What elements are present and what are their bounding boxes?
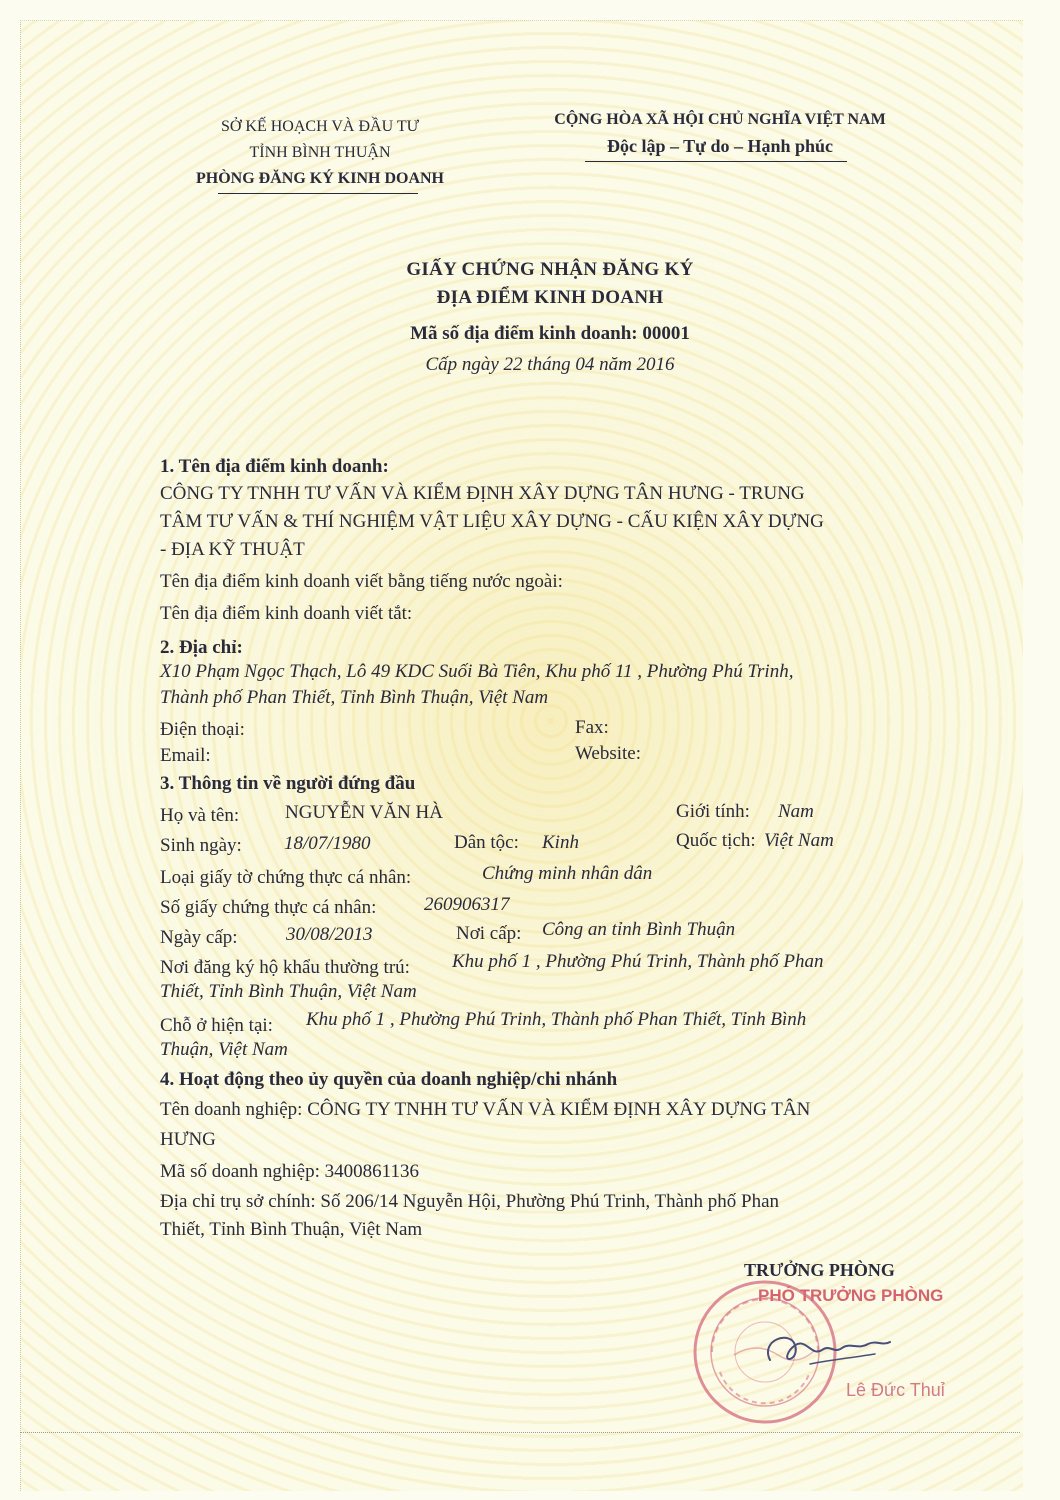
bottom-border bbox=[20, 1432, 1020, 1433]
header-office: PHÒNG ĐĂNG KÝ KINH DOANH bbox=[196, 170, 444, 187]
document-title-line2: ĐỊA ĐIỂM KINH DOANH bbox=[436, 287, 664, 308]
header-right-underline bbox=[585, 161, 847, 162]
location-name-line1: CÔNG TY TNHH TƯ VẤN VÀ KIỂM ĐỊNH XÂY DỰNG TÂN HƯNG - TRUNG bbox=[160, 483, 805, 504]
section2-heading: 2. Địa chỉ: bbox=[160, 637, 243, 658]
deputy-stamp: PHÓ TRƯỞNG PHÒNG bbox=[758, 1286, 944, 1305]
permanent-residence-line2: Thiết, Tỉnh Bình Thuận, Việt Nam bbox=[160, 981, 417, 1002]
permanent-residence-line1: Khu phố 1 , Phường Phú Trinh, Thành phố Phan bbox=[452, 951, 824, 972]
gender-value: Nam bbox=[778, 801, 814, 822]
id-number-label: Số giấy chứng thực cá nhân: bbox=[160, 897, 377, 918]
permanent-residence-label: Nơi đăng ký hộ khẩu thường trú: bbox=[160, 957, 410, 978]
company-name-line2: HƯNG bbox=[160, 1129, 216, 1150]
signature-title: TRƯỞNG PHÒNG bbox=[744, 1260, 895, 1280]
abbr-name-label: Tên địa điểm kinh doanh viết tắt: bbox=[160, 603, 413, 624]
email-label: Email: bbox=[160, 745, 211, 766]
id-issue-date-label: Ngày cấp: bbox=[160, 927, 238, 948]
document-title-line1: GIẤY CHỨNG NHẬN ĐĂNG KÝ bbox=[406, 259, 694, 280]
gender-label: Giới tính: bbox=[676, 801, 750, 822]
section4-heading: 4. Hoạt động theo ủy quyền của doanh nghiệp/chi nhánh bbox=[160, 1069, 618, 1090]
header-country: CỘNG HÒA XÃ HỘI CHỦ NGHĨA VIỆT NAM bbox=[554, 111, 886, 128]
nationality-value: Việt Nam bbox=[764, 830, 834, 851]
hq-address-line1: Địa chỉ trụ sở chính: Số 206/14 Nguyễn Hội, Phường Phú Trinh, Thành phố Phan bbox=[160, 1191, 780, 1212]
location-name-line3: - ĐỊA KỸ THUẬT bbox=[160, 539, 305, 560]
website-label: Website: bbox=[575, 743, 642, 764]
id-number-value: 260906317 bbox=[424, 894, 510, 915]
tax-code: Mã số doanh nghiệp: 3400861136 bbox=[160, 1161, 419, 1182]
id-issue-place-label: Nơi cấp: bbox=[456, 923, 522, 944]
address-line2: Thành phố Phan Thiết, Tỉnh Bình Thuận, Việt Nam bbox=[160, 687, 549, 708]
company-name-line1: Tên doanh nghiệp: CÔNG TY TNHH TƯ VẤN VÀ KIỂM ĐỊNH XÂY DỰNG TÂN bbox=[160, 1099, 811, 1120]
id-type-value: Chứng minh nhân dân bbox=[482, 863, 653, 884]
signer-name: Lê Đức Thuỉ bbox=[846, 1380, 945, 1400]
handwritten-signature bbox=[750, 1320, 900, 1380]
issue-date: Cấp ngày 22 tháng 04 năm 2016 bbox=[425, 354, 675, 375]
hq-address-line2: Thiết, Tỉnh Bình Thuận, Việt Nam bbox=[160, 1219, 423, 1240]
header-province: TỈNH BÌNH THUẬN bbox=[249, 144, 391, 161]
location-code: Mã số địa điểm kinh doanh: 00001 bbox=[410, 323, 690, 344]
current-residence-line1: Khu phố 1 , Phường Phú Trinh, Thành phố Phan Thiết, Tỉnh Bình bbox=[306, 1009, 807, 1030]
dob-value: 18/07/1980 bbox=[284, 833, 371, 854]
phone-label: Điện thoại: bbox=[160, 719, 245, 740]
section3-heading: 3. Thông tin về người đứng đầu bbox=[160, 773, 416, 794]
current-residence-line2: Thuận, Việt Nam bbox=[160, 1039, 288, 1060]
dob-label: Sinh ngày: bbox=[160, 835, 242, 856]
ethnic-label: Dân tộc: bbox=[454, 832, 519, 853]
address-line1: X10 Phạm Ngọc Thạch, Lô 49 KDC Suối Bà Tiên, Khu phố 11 , Phường Phú Trinh, bbox=[160, 661, 794, 682]
header-motto: Độc lập – Tự do – Hạnh phúc bbox=[606, 136, 834, 156]
header-agency: SỞ KẾ HOẠCH VÀ ĐẦU TƯ bbox=[220, 118, 420, 135]
nationality-label: Quốc tịch: bbox=[676, 830, 756, 851]
ethnic-value: Kinh bbox=[542, 832, 579, 853]
name-value: NGUYỄN VĂN HÀ bbox=[285, 802, 443, 823]
id-type-label: Loại giấy tờ chứng thực cá nhân: bbox=[160, 867, 412, 888]
location-name-line2: TÂM TƯ VẤN & THÍ NGHIỆM VẬT LIỆU XÂY DỰNG - CẤU KIỆN XÂY DỰNG bbox=[160, 511, 824, 532]
current-residence-label: Chỗ ở hiện tại: bbox=[160, 1015, 273, 1036]
name-label: Họ và tên: bbox=[160, 805, 240, 826]
header-left-underline bbox=[218, 193, 418, 194]
id-issue-place-value: Công an tỉnh Bình Thuận bbox=[542, 919, 736, 940]
foreign-name-label: Tên địa điểm kinh doanh viết bằng tiếng nước ngoài: bbox=[160, 571, 563, 592]
section1-heading: 1. Tên địa điểm kinh doanh: bbox=[160, 456, 389, 477]
fax-label: Fax: bbox=[575, 717, 609, 738]
id-issue-date-value: 30/08/2013 bbox=[286, 924, 373, 945]
